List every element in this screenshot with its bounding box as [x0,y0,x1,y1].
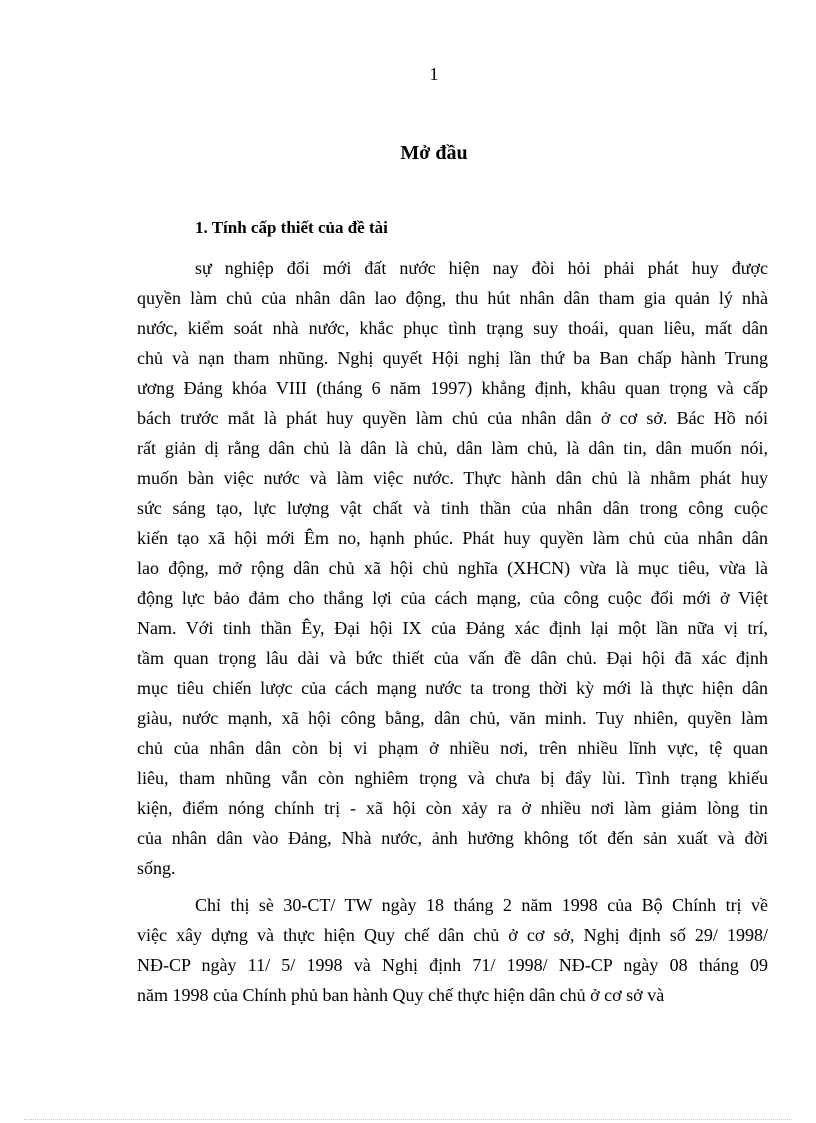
paragraph-line: tầm quan trọng lâu dài và bức thiết của vấn đề dân chủ. Đại hội đã xác định [137,648,768,668]
paragraph-line: năm 1998 của Chính phủ ban hành Quy chế thực hiện dân chủ ở cơ sở và [137,985,665,1005]
paragraph-line: sức sáng tạo, lực lượng vật chất và tinh thần của nhân dân trong công cuộc [137,498,768,518]
paragraph-line: chủ và nạn tham nhũng. Nghị quyết Hội nghị lần thứ ba Ban chấp hành Trung [137,348,768,368]
paragraph-line: liêu, tham nhũng vẫn còn nghiêm trọng và chưa bị đẩy lùi. Tình trạng khiếu [137,768,768,788]
paragraph-line: NĐ-CP ngày 11/ 5/ 1998 và Nghị định 71/ 1998/ NĐ-CP ngày 08 tháng 09 [137,955,768,975]
paragraph-line: sống. [137,858,176,878]
paragraph-line: động lực bảo đảm cho thắng lợi của cách mạng, của công cuộc đổi mới ở Việt [137,588,768,608]
paragraph-line: mục tiêu chiến lược của cách mạng nước ta trong thời kỳ mới là thực hiện dân [137,678,768,698]
paragraph-line: của nhân dân vào Đảng, Nhà nước, ảnh hưởng không tốt đến sản xuất và đời [137,828,768,848]
document-title: Mở đầu [400,142,468,164]
paragraph-line: rất giản dị rằng dân chủ là dân là chủ, dân làm chủ, là dân tin, dân muốn nói, [137,438,768,458]
paragraph-line: kiện, điểm nóng chính trị - xã hội còn xảy ra ở nhiều nơi làm giảm lòng tin [137,798,768,818]
section-heading: 1. Tính cấp thiết của đề tài [195,218,388,237]
paragraph-line: muốn bàn việc nước và làm việc nước. Thực hành dân chủ là nhằm phát huy [137,468,768,488]
page-bottom-border [24,1119,792,1120]
paragraph-line: ương Đảng khóa VIII (tháng 6 năm 1997) khẳng định, khâu quan trọng và cấp [137,378,768,398]
paragraph-line: Nam. Với tinh thần Êy, Đại hội IX của Đảng xác định lại một lần nữa vị trí, [137,618,768,638]
paragraph-line: lao động, mở rộng dân chủ xã hội chủ nghĩa (XHCN) vừa là mục tiêu, vừa là [137,558,768,578]
paragraph-line: quyền làm chủ của nhân dân lao động, thu hút nhân dân tham gia quản lý nhà [137,288,768,308]
paragraph-line: Chỉ thị sè 30-CT/ TW ngày 18 tháng 2 năm 1998 của Bộ Chính trị về [195,895,768,915]
page-number: 1 [429,64,439,84]
paragraph-line: việc xây dựng và thực hiện Quy chế dân chủ ở cơ sở, Nghị định số 29/ 1998/ [137,925,768,945]
paragraph-line: kiến tạo xã hội mới Êm no, hạnh phúc. Phát huy quyền làm chủ của nhân dân [137,528,768,548]
paragraph-line: bách trước mắt là phát huy quyền làm chủ của nhân dân ở cơ sở. Bác Hồ nói [137,408,768,428]
paragraph-line: sự nghiệp đổi mới đất nước hiện nay đòi hỏi phải phát huy được [195,258,768,278]
paragraph-line: giàu, nước mạnh, xã hội công bằng, dân chủ, văn minh. Tuy nhiên, quyền làm [137,708,768,728]
paragraph-line: chủ của nhân dân còn bị vi phạm ở nhiều nơi, trên nhiều lĩnh vực, tệ quan [137,738,768,758]
paragraph-line: nước, kiểm soát nhà nước, khắc phục tình trạng suy thoái, quan liêu, mất dân [137,318,768,338]
